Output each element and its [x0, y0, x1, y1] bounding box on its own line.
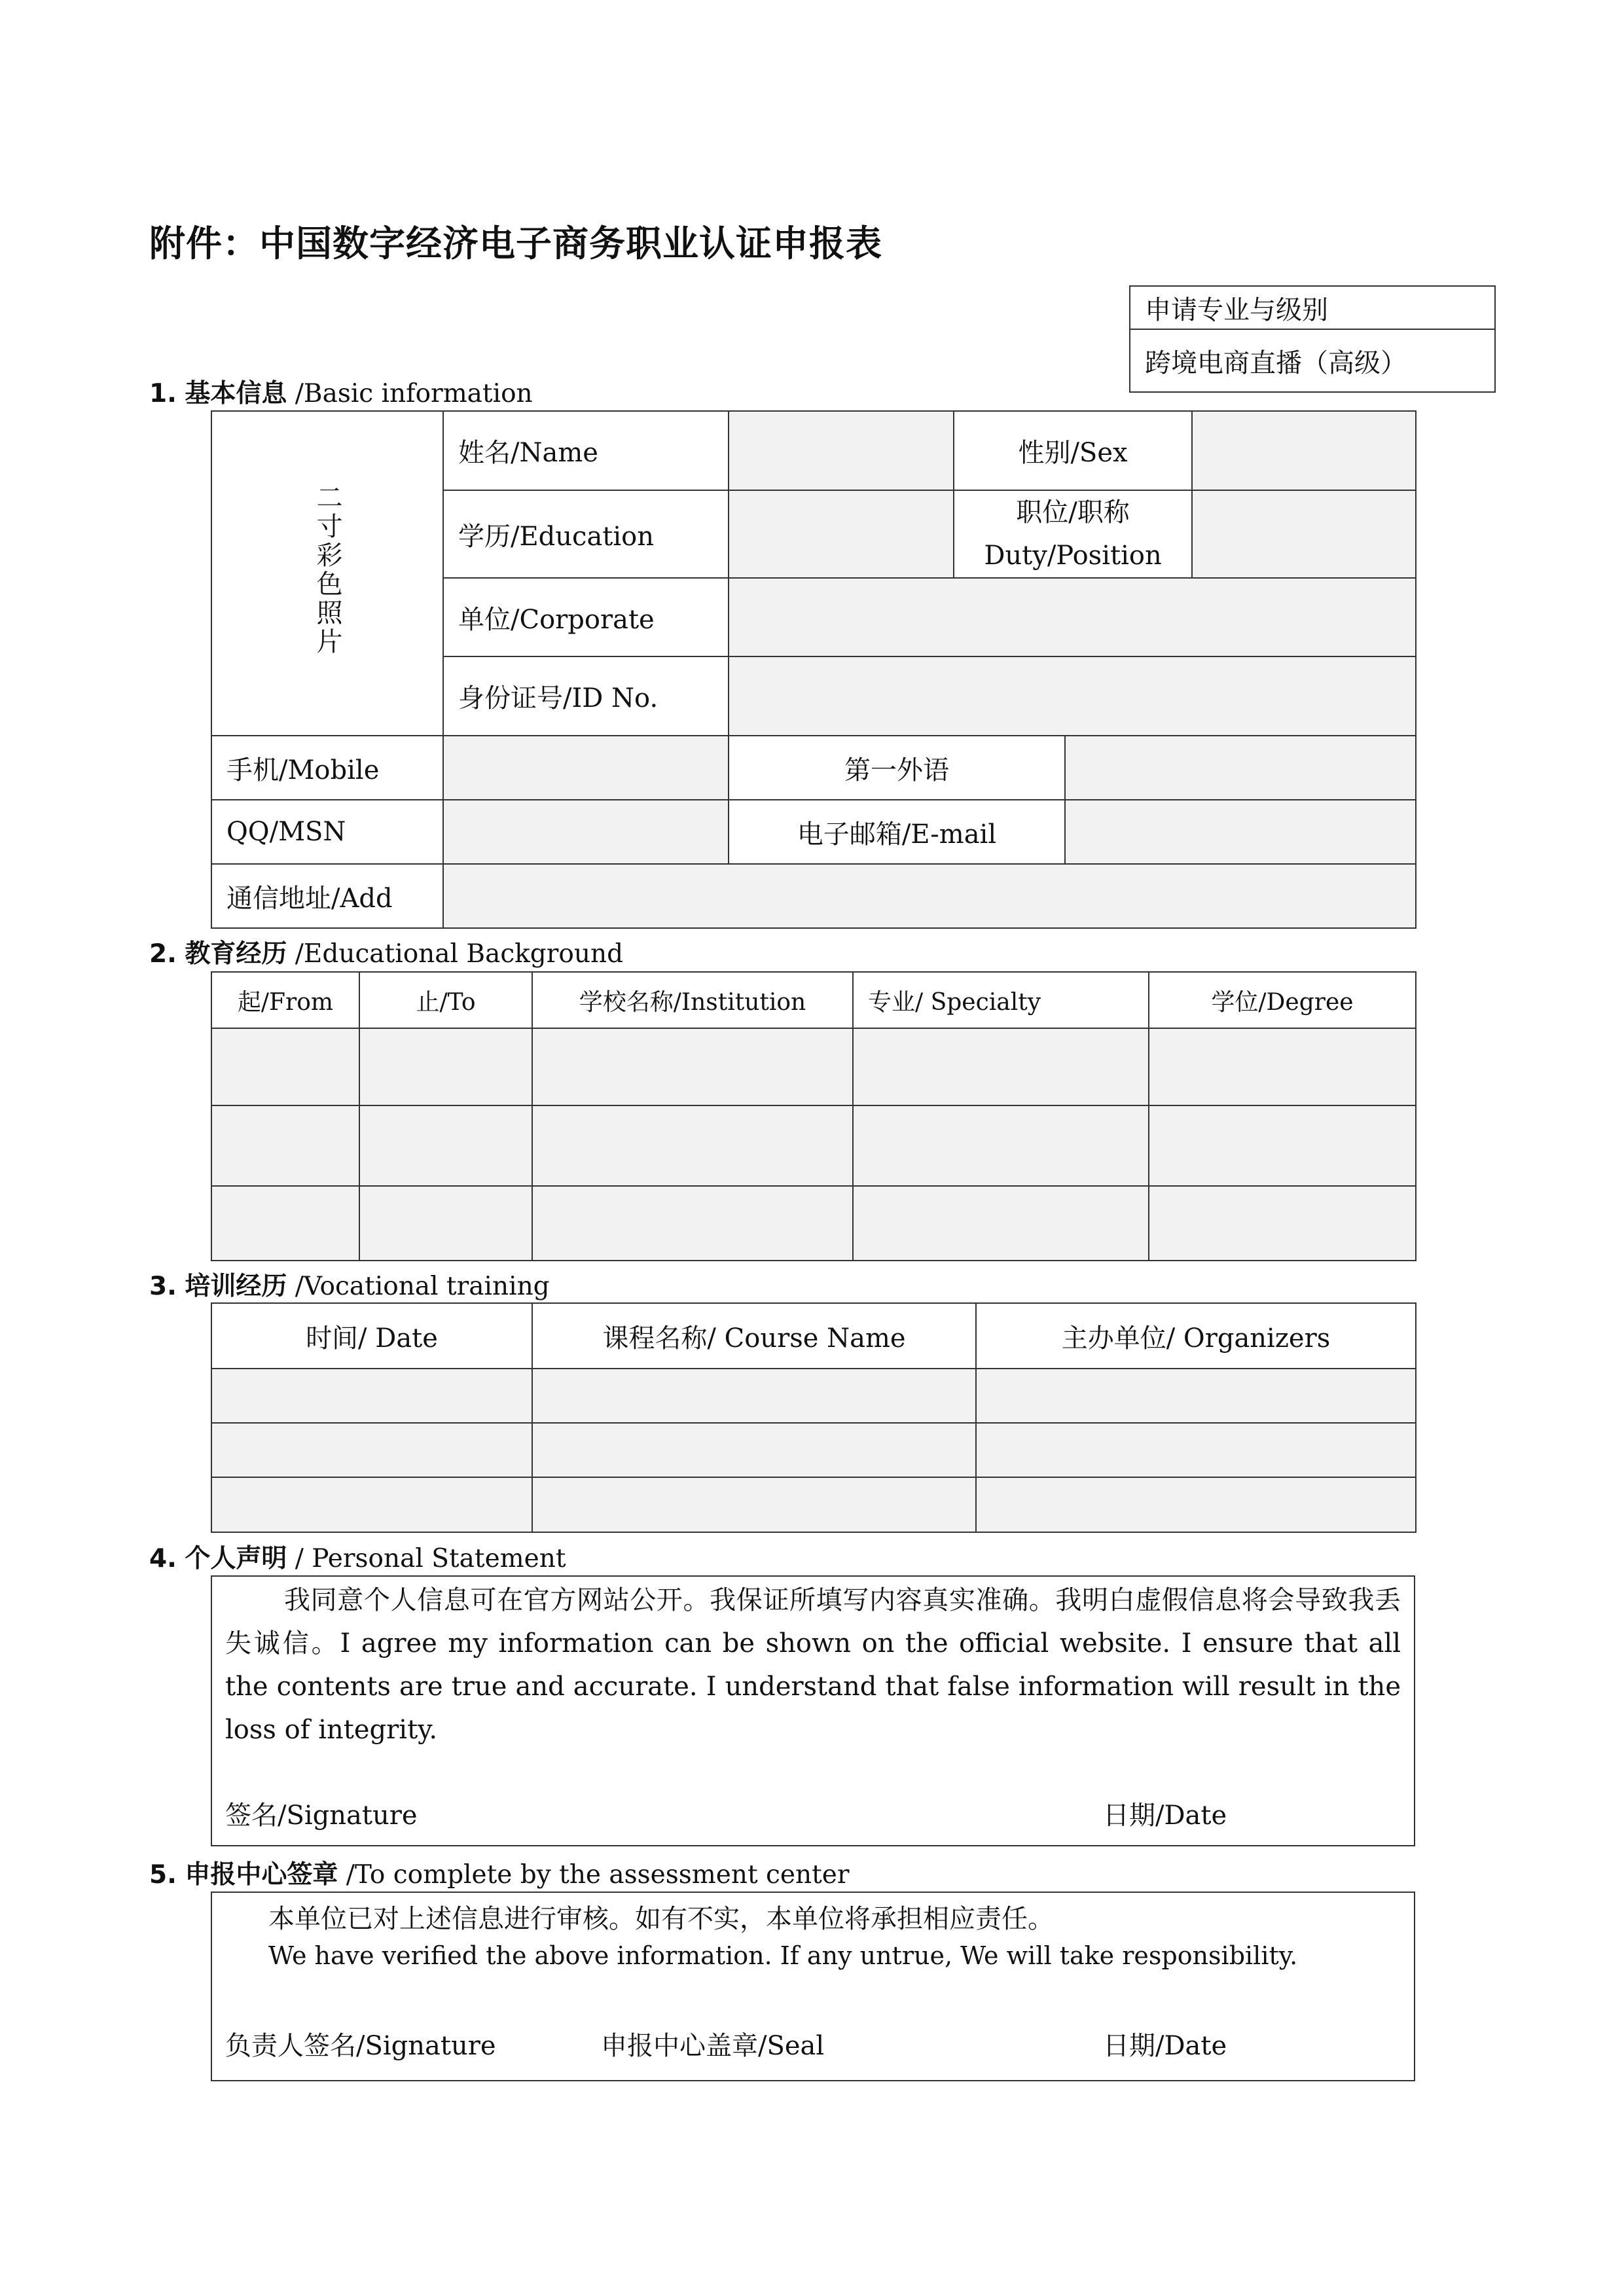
sex-field[interactable]: [1192, 411, 1416, 490]
education-label: 学历/Education: [443, 490, 729, 578]
train-cell[interactable]: [532, 1369, 976, 1423]
duty-field[interactable]: [1192, 490, 1416, 578]
table-row: [211, 1105, 1416, 1186]
center-line-zh: 本单位已对上述信息进行审核。如有不实，本单位将承担相应责任。: [268, 1904, 1054, 1934]
table-row: [211, 1369, 1416, 1423]
statement-text: 我同意个人信息可在官方网站公开。我保证所填写内容真实准确。我明白虚假信息将会导致我丢失诚信。I agree my information can be shown on the official website. I ensure that all the contents are true and accurate. I understand that false information will result in the loss of integrity.: [225, 1585, 1401, 1745]
edu-cell[interactable]: [211, 1105, 359, 1186]
mobile-field[interactable]: [443, 736, 729, 800]
edu-header-to: 止/To: [359, 972, 532, 1028]
edu-cell[interactable]: [359, 1105, 532, 1186]
edu-header-from: 起/From: [211, 972, 359, 1028]
train-cell[interactable]: [532, 1477, 976, 1532]
duty-label-en: Duty/Position: [984, 541, 1162, 571]
education-field[interactable]: [729, 490, 954, 578]
sex-label: 性别/Sex: [954, 411, 1192, 490]
train-cell[interactable]: [211, 1477, 532, 1532]
page-title: 附件：中国数字经济电子商务职业认证申报表: [149, 223, 883, 264]
qq-label: QQ/MSN: [211, 800, 443, 864]
statement-date-label: 日期/Date: [1103, 1801, 1227, 1831]
section-statement-heading: 4. 个人声明 / Personal Statement: [149, 1544, 566, 1573]
duty-label: [954, 490, 1192, 578]
id-field[interactable]: [729, 656, 1416, 736]
train-cell[interactable]: [532, 1423, 976, 1477]
train-cell[interactable]: [976, 1369, 1416, 1423]
basic-info-table: [211, 410, 1416, 929]
train-header-course: 课程名称/ Course Name: [532, 1303, 976, 1369]
education-table: [211, 971, 1416, 1261]
train-header-organizers: 主办单位/ Organizers: [976, 1303, 1416, 1369]
id-label: 身份证号/ID No.: [443, 656, 729, 736]
statement-signature-label: 签名/Signature: [225, 1801, 418, 1831]
edu-cell[interactable]: [532, 1186, 853, 1261]
center-line-en: We have verified the above information. If any untrue, We will take responsibility.: [268, 1941, 1298, 1970]
table-row: [211, 1423, 1416, 1477]
edu-cell[interactable]: [211, 1186, 359, 1261]
edu-cell[interactable]: [1149, 1105, 1416, 1186]
mobile-label: 手机/Mobile: [211, 736, 443, 800]
train-cell[interactable]: [211, 1423, 532, 1477]
center-date-label: 日期/Date: [1103, 2031, 1227, 2061]
edu-header-degree: 学位/Degree: [1149, 972, 1416, 1028]
edu-cell[interactable]: [359, 1028, 532, 1105]
train-header-date: 时间/ Date: [211, 1303, 532, 1369]
qq-field[interactable]: [443, 800, 729, 864]
train-cell[interactable]: [976, 1423, 1416, 1477]
email-field[interactable]: [1065, 800, 1416, 864]
edu-cell[interactable]: [1149, 1186, 1416, 1261]
section-basic-heading: 1. 基本信息 /Basic information: [149, 379, 533, 408]
edu-cell[interactable]: [532, 1028, 853, 1105]
section-center-heading: 5. 申报中心签章 /To complete by the assessment center: [149, 1860, 850, 1890]
center-seal-label: 申报中心盖章/Seal: [601, 2031, 825, 2061]
center-signature-label: 负责人签名/Signature: [225, 2031, 496, 2061]
name-field[interactable]: [729, 411, 954, 490]
edu-cell[interactable]: [359, 1186, 532, 1261]
email-label: 电子邮箱/E-mail: [729, 800, 1065, 864]
edu-cell[interactable]: [853, 1186, 1149, 1261]
training-table: [211, 1302, 1416, 1533]
duty-label-zh: 职位/职称: [1016, 497, 1130, 528]
section-training-heading: 3. 培训经历 /Vocational training: [149, 1272, 550, 1301]
corporate-field[interactable]: [729, 578, 1416, 656]
edu-header-institution: 学校名称/Institution: [532, 972, 853, 1028]
section-education-heading: 2. 教育经历 /Educational Background: [149, 939, 624, 969]
address-label: 通信地址/Add: [211, 864, 443, 928]
language-field[interactable]: [1065, 736, 1416, 800]
apply-box: [1129, 285, 1496, 393]
edu-cell[interactable]: [1149, 1028, 1416, 1105]
corporate-label: 单位/Corporate: [443, 578, 729, 656]
table-row: [211, 1477, 1416, 1532]
train-cell[interactable]: [211, 1369, 532, 1423]
photo-label: 二寸彩色照片: [312, 484, 342, 656]
edu-cell[interactable]: [532, 1105, 853, 1186]
edu-cell[interactable]: [211, 1028, 359, 1105]
photo-placeholder[interactable]: [211, 411, 443, 736]
name-label: 姓名/Name: [443, 411, 729, 490]
table-row: [211, 1028, 1416, 1105]
edu-cell[interactable]: [853, 1028, 1149, 1105]
language-label: 第一外语: [729, 736, 1065, 800]
edu-cell[interactable]: [853, 1105, 1149, 1186]
edu-header-specialty: 专业/ Specialty: [853, 972, 1149, 1028]
address-field[interactable]: [443, 864, 1416, 928]
train-cell[interactable]: [976, 1477, 1416, 1532]
apply-value[interactable]: 跨境电商直播（高级）: [1130, 329, 1495, 392]
apply-label: 申请专业与级别: [1130, 286, 1495, 329]
table-row: [211, 1186, 1416, 1261]
